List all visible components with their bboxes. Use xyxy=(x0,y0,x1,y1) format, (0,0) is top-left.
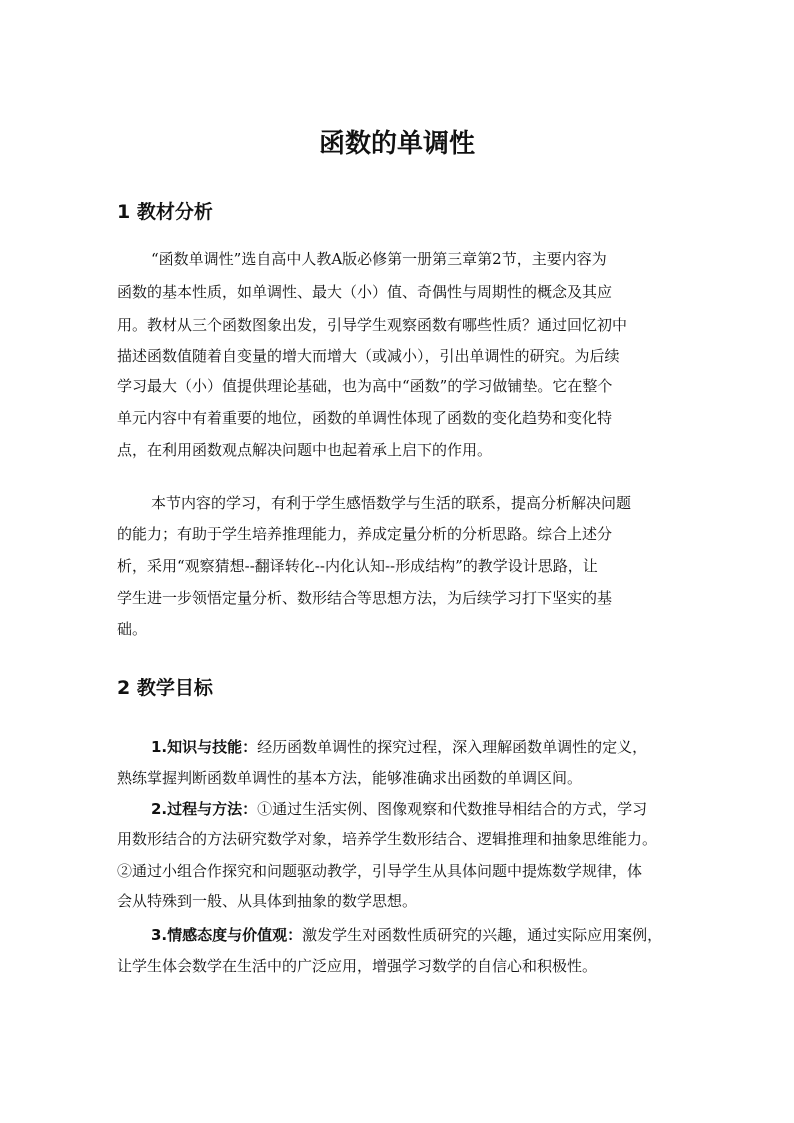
section-heading-goals: 2 教学目标 xyxy=(117,677,213,699)
text-line: 单元内容中有着重要的地位，函数的单调性体现了函数的变化趋势和变化特 xyxy=(117,409,613,427)
goal-label: 1.知识与技能： xyxy=(151,738,258,756)
text-line: 学生进一步领悟定量分析、数形结合等思想方法，为后续学习打下坚实的基 xyxy=(117,589,613,607)
goal-text: ①通过生活实例、图像观察和代数推导相结合的方式，学习 xyxy=(257,800,648,818)
text-line: 熟练掌握判断函数单调性的基本方法，能够准确求出函数的单调区间。 xyxy=(117,769,583,787)
text-line: ②通过小组合作探究和问题驱动教学，引导学生从具体问题中提炼数学规律，体 xyxy=(117,862,643,880)
text-line: 会从特殊到一般、从具体到抽象的数学思想。 xyxy=(117,892,418,910)
text-line: 让学生体会数学在生活中的广泛应用，增强学习数学的自信心和积极性。 xyxy=(117,957,598,975)
text-line xyxy=(151,737,647,757)
goal-text: 激发学生对函数性质研究的兴趣，通过实际应用案例， xyxy=(302,926,663,944)
goal-label: 2.过程与方法： xyxy=(151,800,258,818)
text-line: 析，采用“观察猜想--翻译转化--内化认知--形成结构”的教学设计思路，让 xyxy=(117,557,598,575)
section-heading-materials: 1 教材分析 xyxy=(117,201,213,223)
document-title: 函数的单调性 xyxy=(318,129,475,159)
text-line: 用数形结合的方法研究数学对象，培养学生数形结合、逻辑推理和抽象思维能力。 xyxy=(117,830,658,848)
text-line: 点，在利用函数观点解决问题中也起着承上启下的作用。 xyxy=(117,441,493,459)
goal-label: 3.情感态度与价值观： xyxy=(151,926,303,944)
text-line: 的能力；有助于学生培养推理能力，养成定量分析的分析思路。综合上述分 xyxy=(117,525,613,543)
text-line: 学习最大（小）值提供理论基础，也为高中“函数”的学习做铺垫。它在整个 xyxy=(117,377,613,395)
text-line: 本节内容的学习，有利于学生感悟数学与生活的联系，提高分析解决问题 xyxy=(151,494,632,512)
text-line: 描述函数值随着自变量的增大而增大（或减小），引出单调性的研究。为后续 xyxy=(117,347,620,365)
text-line xyxy=(151,799,647,819)
text-line: “函数单调性”选自高中人教A版必修第一册第三章第2节，主要内容为 xyxy=(151,250,607,268)
text-line xyxy=(151,925,662,945)
text-line: 函数的基本性质，如单调性、最大（小）值、奇偶性与周期性的概念及其应 xyxy=(117,283,613,301)
goal-text: 经历函数单调性的探究过程，深入理解函数单调性的定义， xyxy=(257,738,648,756)
text-line: 础。 xyxy=(117,620,148,638)
text-line: 用。教材从三个函数图象出发，引导学生观察函数有哪些性质？通过回忆初中 xyxy=(117,316,628,334)
